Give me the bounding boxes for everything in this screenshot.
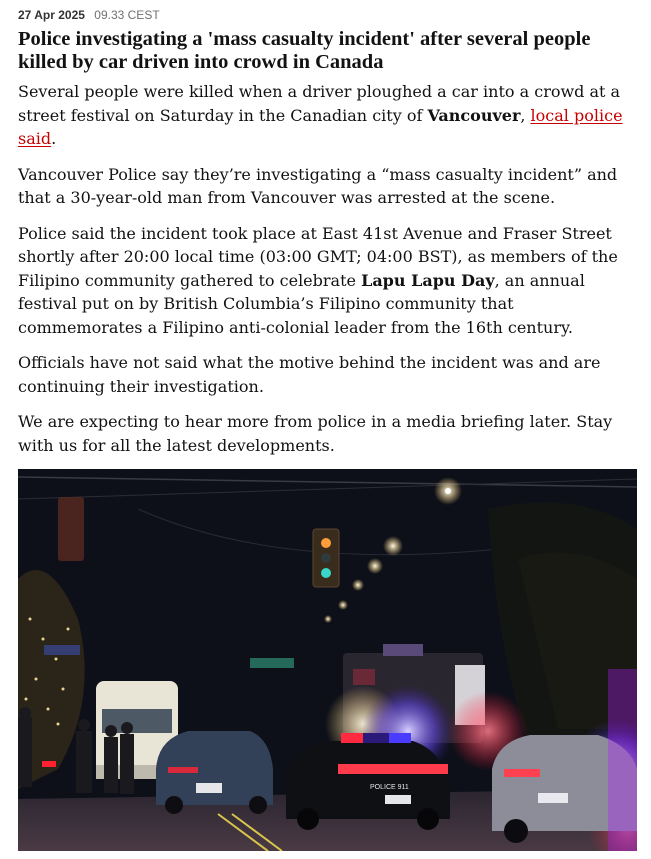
local-police-link[interactable]: local police said xyxy=(18,105,623,148)
paragraph-1 xyxy=(18,80,635,151)
paragraph-1-comma: , xyxy=(520,105,531,125)
lapu-lapu-day-bold: Lapu Lapu Day xyxy=(361,270,495,290)
paragraph-2: Vancouver Police say they’re investigating a “mass casualty incident” and that a 30-year-old man from Vancouver was arrested at the scene. xyxy=(18,164,618,207)
entry-headline: Police investigating a 'mass casualty incident' after several people killed by car driven into crowd in Canada xyxy=(18,28,591,73)
entry-meta xyxy=(18,8,635,22)
entry-time: 09.33 CEST xyxy=(94,8,160,22)
paragraph-4: Officials have not said what the motive behind the incident was and are continuing their investigation. xyxy=(18,353,601,396)
paragraph-3-rest: , an annual festival put on by British Columbia’s Filipino community that commemorates a Filipino anti-colonial leader from the 16th century. xyxy=(18,270,585,337)
vancouver-bold: Vancouver xyxy=(427,105,521,125)
news-photo[interactable] xyxy=(18,469,637,851)
entry-date: 27 Apr 2025 xyxy=(18,8,85,22)
paragraph-1-text: Several people were killed when a driver ploughed a car into a crowd at a street festival on Saturday in the Canadian city of xyxy=(18,82,621,125)
paragraph-5: We are expecting to hear more from police in a media briefing later. Stay with us for all the latest developments. xyxy=(18,412,613,455)
paragraph-3-text: Police said the incident took place at East 41st Avenue and Fraser Street shortly after 20:00 local time (03:00 GMT; 04:00 BST), as members of the Filipino community gathered to celebrate xyxy=(18,223,618,290)
night-scene-illustration xyxy=(18,469,637,851)
police-car xyxy=(286,741,450,819)
police-car-label: POLICE 911 xyxy=(370,784,409,791)
paragraph-3 xyxy=(18,222,635,340)
paragraph-1-end: . xyxy=(51,129,57,148)
